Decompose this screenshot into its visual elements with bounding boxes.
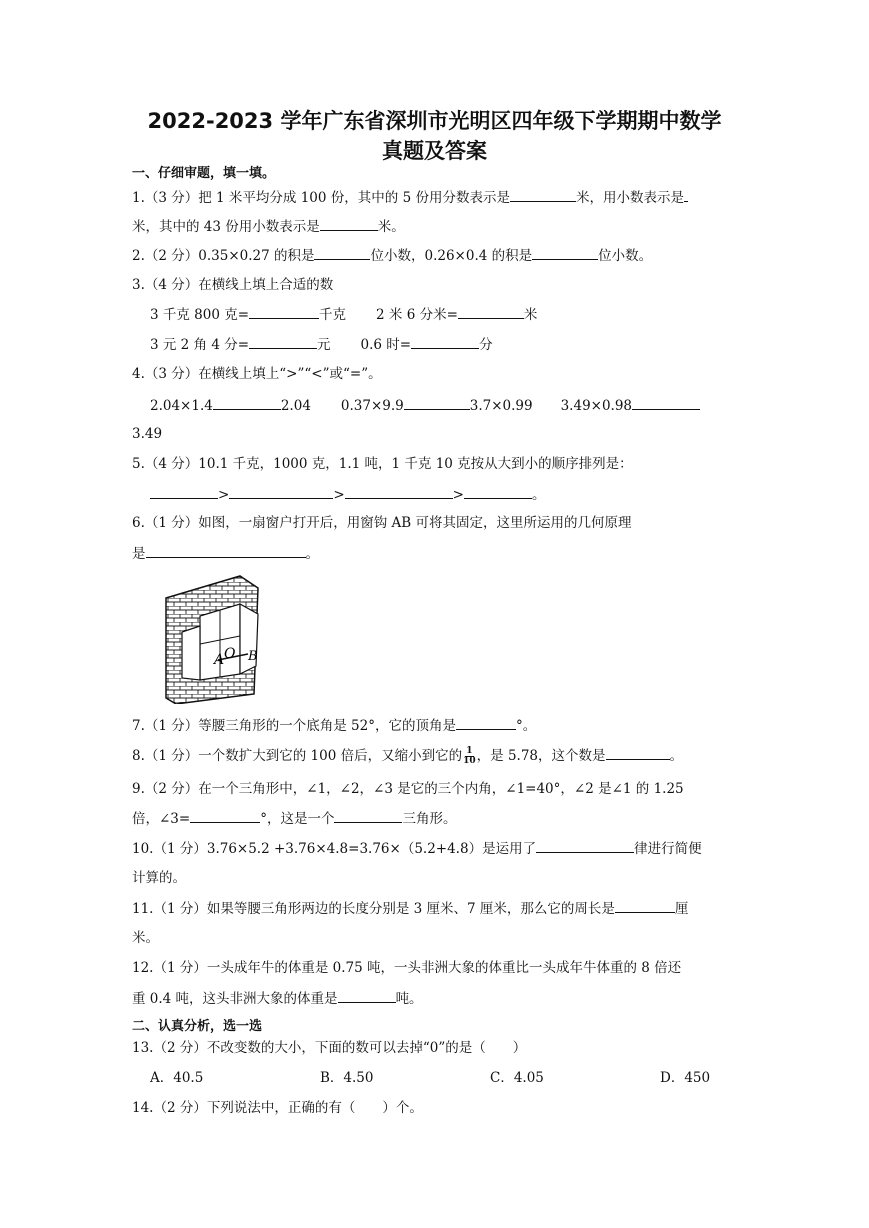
q5-gt-1: >: [218, 487, 230, 503]
q13-option-b[interactable]: B．4.50: [320, 1070, 374, 1086]
q4-text-c: 0.37×9.9: [340, 398, 404, 414]
title-line-2: 真题及答案: [382, 139, 487, 163]
q3-blank-1: [249, 304, 319, 319]
q4-text-b: 2.04: [280, 398, 311, 414]
window-sash-left: [182, 626, 200, 680]
q6-blank: [146, 543, 306, 558]
q13-option-c[interactable]: C．4.05: [490, 1070, 544, 1086]
q5-end: 。: [531, 487, 546, 503]
q2-text-a: 2.（2 分）0.35×0.27 的积是: [132, 248, 315, 264]
q5-blank-3: [345, 484, 453, 499]
q8-numerator: 1: [466, 746, 473, 756]
q13-option-a[interactable]: A．40.5: [150, 1070, 204, 1086]
q11-blank: [615, 898, 675, 913]
question-9-line-1: 9.（2 分）在一个三角形中，∠1，∠2，∠3 是它的三个内角，∠1=40°，∠2 是∠1 的 1.25: [132, 781, 684, 797]
q4-blank-3: [632, 395, 700, 410]
q4-blank-2: [404, 395, 470, 410]
q5-gt-3: >: [452, 487, 464, 503]
q5-blank-4: [464, 484, 532, 499]
document-title: [100, 106, 769, 166]
q4-text-a: 2.04×1.4: [150, 398, 213, 414]
question-10-line-1: [132, 838, 702, 859]
question-9-line-2: [132, 808, 456, 829]
question-2: [132, 245, 652, 266]
q10-text-b: 律进行简便: [634, 841, 702, 857]
q9-blank-1: [190, 808, 260, 823]
q5-blank-1: [150, 484, 218, 499]
question-1-line-1: [132, 187, 688, 208]
question-14: 14.（2 分）下列说法中，正确的有（ ）个。: [132, 1100, 423, 1116]
q4-blank-1: [213, 395, 281, 410]
q9-blank-2: [334, 808, 402, 823]
q1-blank-3: [320, 216, 378, 231]
q1-blank-1: [510, 187, 576, 202]
question-13: 13.（2 分）不改变数的大小，下面的数可以去掉“0”的是（ ）: [132, 1040, 527, 1056]
q12-text-b: 重 0.4 吨，这头非洲大象的体重是: [132, 991, 338, 1007]
q1-text-b: 米，用小数表示是: [575, 190, 684, 206]
q10-blank: [536, 838, 634, 853]
q6-text-c: 。: [305, 546, 319, 562]
question-4-row-2: 3.49: [132, 426, 163, 442]
question-6-line-1: 6.（1 分）如图，一扇窗户打开后，用窗钩 AB 可将其固定，这里所运用的几何原理: [132, 515, 632, 531]
q9-text-c: °，这是一个: [260, 811, 335, 827]
question-5: 5.（4 分）10.1 千克，1000 克，1.1 吨，1 千克 10 克按从大到小的顺序排列是：: [132, 456, 633, 472]
question-8: [132, 745, 683, 766]
window-figure: [162, 574, 274, 704]
q1-blank-2: [684, 187, 688, 202]
question-5-row: [150, 484, 545, 505]
question-4: 4.（3 分）在横线上填上“>”“<”或“=”。: [132, 366, 382, 382]
q8-text-a: 8.（1 分）一个数扩大到它的 100 倍后，又缩小到它的: [132, 748, 463, 764]
question-7: [132, 715, 536, 736]
q1-text-a: 1.（3 分）把 1 米平均分成 100 份，其中的 5 份用分数表示是: [132, 190, 510, 206]
q3-r2-text-a: 3 元 2 角 4 分=: [150, 337, 250, 353]
q3-r1-text-c: 2 米 6 分米=: [376, 307, 458, 323]
question-3-row-2: [150, 334, 493, 355]
q12-blank: [338, 988, 396, 1003]
q3-r1-text-a: 3 千克 800 克=: [150, 307, 250, 323]
q8-fraction: [463, 747, 476, 766]
q2-blank-1: [314, 245, 370, 260]
q3-r1-text-d: 米: [523, 307, 538, 323]
title-line-1: 2022-2023 学年广东省深圳市光明区四年级下学期期中数学: [147, 109, 722, 133]
q12-text-c: 吨。: [395, 991, 423, 1007]
question-11-line-2: 米。: [132, 930, 159, 946]
q8-text-c: 。: [669, 748, 684, 764]
q4-text-e: 3.49×0.98: [560, 398, 633, 414]
q6-text-b: 是: [132, 546, 146, 562]
q13-option-d[interactable]: D．450: [660, 1070, 711, 1086]
q8-denominator: 10: [463, 756, 476, 766]
q10-text-a: 10.（1 分）3.76×5.2 +3.76×4.8=3.76×（5.2+4.8）是运用了: [132, 841, 537, 857]
label-o: O: [224, 646, 236, 662]
question-11-line-1: [132, 898, 688, 919]
section-2-heading: 二、认真分析，选一选: [132, 1019, 263, 1034]
q3-blank-4: [411, 334, 479, 349]
q3-r2-text-c: 0.6 时=: [360, 337, 412, 353]
q3-r1-text-b: 千克: [319, 307, 347, 323]
q7-text-a: 7.（1 分）等腰三角形的一个底角是 52°，它的顶角是: [132, 718, 456, 734]
q9-text-b: 倍，∠3=: [132, 811, 191, 827]
q8-text-b: ，是 5.78，这个数是: [476, 748, 606, 764]
q3-blank-2: [458, 304, 524, 319]
question-3-row-1: [150, 304, 537, 325]
question-1-line-2: [132, 216, 405, 237]
label-b: B: [248, 649, 258, 664]
question-4-row-1: [150, 395, 700, 416]
q1-text-d: 米。: [377, 219, 405, 235]
q1-text-c: 米，其中的 43 份用小数表示是: [132, 219, 320, 235]
label-a: A: [214, 652, 225, 668]
q5-blank-2: [229, 484, 333, 499]
q7-text-b: °。: [515, 718, 537, 734]
section-1-heading: 一、仔细审题，填一填。: [132, 166, 276, 181]
q7-blank: [456, 715, 516, 730]
question-12-line-2: [132, 988, 423, 1009]
q11-text-b: 厘: [674, 901, 689, 917]
question-3: 3.（4 分）在横线上填上合适的数: [132, 277, 334, 293]
question-12-line-1: 12.（1 分）一头成年牛的体重是 0.75 吨，一头非洲大象的体重比一头成年牛体重的 8 倍还: [132, 960, 682, 976]
q5-gt-2: >: [333, 487, 345, 503]
q3-blank-3: [249, 334, 317, 349]
q4-text-d: 3.7×0.99: [469, 398, 533, 414]
question-6-line-2: [132, 543, 319, 564]
q3-r2-text-d: 分: [479, 337, 493, 353]
q9-text-d: 三角形。: [402, 811, 457, 827]
question-10-line-2: 计算的。: [132, 870, 186, 886]
q2-text-b: 位小数，0.26×0.4 的积是: [370, 248, 533, 264]
q11-text-a: 11.（1 分）如果等腰三角形两边的长度分别是 3 厘米、7 厘米，那么它的周长是: [132, 901, 615, 917]
q8-blank: [606, 745, 670, 760]
q2-text-c: 位小数。: [598, 248, 653, 264]
q2-blank-2: [532, 245, 598, 260]
q3-r2-text-b: 元: [317, 337, 331, 353]
